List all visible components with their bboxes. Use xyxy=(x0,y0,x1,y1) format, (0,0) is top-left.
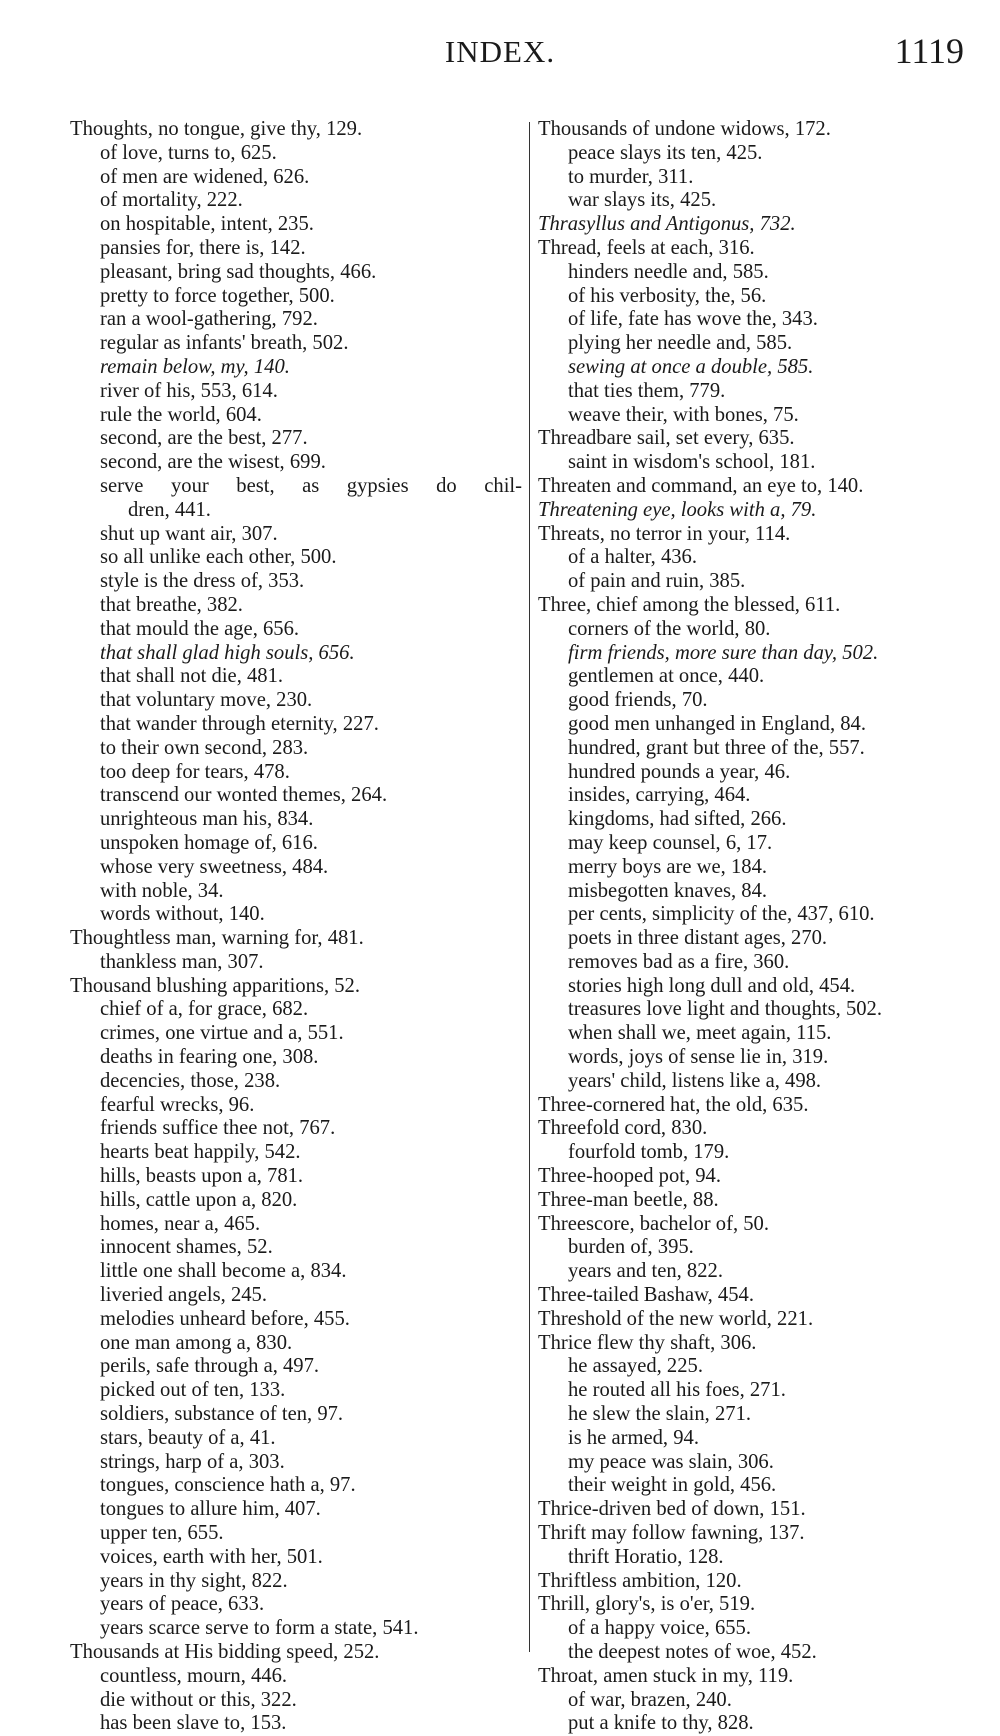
index-heading-entry: Thrice flew thy shaft, 306. xyxy=(538,1331,757,1354)
index-subentry: is he armed, 94. xyxy=(568,1426,699,1449)
index-subentry: chief of a, for grace, 682. xyxy=(100,998,309,1021)
index-subentry: innocent shames, 52. xyxy=(100,1236,273,1259)
page-number: 1119 xyxy=(894,31,964,71)
index-subentry: thankless man, 307. xyxy=(100,950,264,973)
index-subentry: regular as infants' breath, 502. xyxy=(100,332,349,355)
index-subentry: words without, 140. xyxy=(100,903,265,926)
page-title: INDEX. xyxy=(444,34,556,69)
index-subentry: liveried angels, 245. xyxy=(100,1284,267,1307)
index-subentry: so all unlike each other, 500. xyxy=(100,546,337,569)
index-subentry: crimes, one virtue and a, 551. xyxy=(100,1022,344,1045)
index-subentry: unrighteous man his, 834. xyxy=(100,808,314,831)
index-subentry: on hospitable, intent, 235. xyxy=(100,213,314,236)
index-heading-entry: Threatening eye, looks with a, 79. xyxy=(538,498,817,521)
index-subentry: that wander through eternity, 227. xyxy=(100,712,379,735)
index-subentry: stories high long dull and old, 454. xyxy=(568,974,856,997)
index-subentry: of his verbosity, the, 56. xyxy=(568,284,767,307)
index-subentry: style is the dress of, 353. xyxy=(100,570,305,593)
index-heading-entry: Threefold cord, 830. xyxy=(538,1117,708,1140)
index-heading-entry: Three-hooped pot, 94. xyxy=(538,1165,722,1188)
index-subentry: my peace was slain, 306. xyxy=(568,1450,774,1473)
index-subentry: friends suffice thee not, 767. xyxy=(100,1117,336,1140)
index-subentry: he slew the slain, 271. xyxy=(568,1403,752,1426)
index-heading-entry: Thrill, glory's, is o'er, 519. xyxy=(538,1593,756,1616)
index-subentry: melodies unheard before, 455. xyxy=(100,1307,350,1330)
index-subentry: poets in three distant ages, 270. xyxy=(568,927,828,950)
index-subentry: pleasant, bring sad thoughts, 466. xyxy=(100,260,377,283)
index-subentry: kingdoms, had sifted, 266. xyxy=(568,808,787,831)
index-subentry: weave their, with bones, 75. xyxy=(568,403,799,426)
index-heading-entry: Thrift may follow fawning, 137. xyxy=(538,1522,805,1545)
index-subentry: good friends, 70. xyxy=(568,689,708,712)
index-subentry: sewing at once a double, 585. xyxy=(568,355,814,378)
index-subentry: years scarce serve to form a state, 541. xyxy=(100,1617,419,1640)
index-subentry: insides, carrying, 464. xyxy=(568,784,751,807)
index-heading-entry: Threshold of the new world, 221. xyxy=(538,1307,814,1330)
index-subentry: fourfold tomb, 179. xyxy=(568,1141,730,1164)
index-subentry: pansies for, there is, 142. xyxy=(100,236,306,259)
index-subentry: of a halter, 436. xyxy=(568,546,697,569)
index-subentry: merry boys are we, 184. xyxy=(568,855,768,878)
index-heading-entry: Threaten and command, an eye to, 140. xyxy=(538,474,864,497)
index-subentry: hearts beat happily, 542. xyxy=(100,1141,301,1164)
index-subentry: years' child, listens like a, 498. xyxy=(568,1069,822,1092)
index-subentry: hundred pounds a year, 46. xyxy=(568,760,791,783)
index-subentry: corners of the world, 80. xyxy=(568,617,771,640)
index-subentry: that voluntary move, 230. xyxy=(100,689,313,712)
index-subentry: remain below, my, 140. xyxy=(100,355,290,378)
index-subentry: die without or this, 322. xyxy=(100,1688,297,1711)
index-subentry: that breathe, 382. xyxy=(100,593,243,616)
index-subentry: rule the world, 604. xyxy=(100,403,262,426)
index-subentry: voices, earth with her, 501. xyxy=(100,1545,323,1568)
index-subentry: war slays its, 425. xyxy=(568,189,717,212)
index-subentry: to their own second, 283. xyxy=(100,736,309,759)
index-column-right xyxy=(538,118,990,1736)
index-subentry: of love, turns to, 625. xyxy=(100,141,277,164)
index-subentry: tongues, conscience hath a, 97. xyxy=(100,1474,356,1497)
index-subentry: hills, beasts upon a, 781. xyxy=(100,1165,304,1188)
index-heading-entry: Three-man beetle, 88. xyxy=(538,1188,719,1211)
index-subentry: that shall not die, 481. xyxy=(100,665,284,688)
index-heading-entry: Thousand blushing apparitions, 52. xyxy=(70,974,361,997)
index-subentry: that ties them, 779. xyxy=(568,379,726,402)
index-heading-entry: Thousands of undone widows, 172. xyxy=(538,118,831,140)
index-subentry: gentlemen at once, 440. xyxy=(568,665,765,688)
index-subentry: dren, 441. xyxy=(128,498,211,521)
index-subentry: hills, cattle upon a, 820. xyxy=(100,1188,298,1211)
index-subentry: plying her needle and, 585. xyxy=(568,332,793,355)
index-subentry: years of peace, 633. xyxy=(100,1593,265,1616)
index-subentry: treasures love light and thoughts, 502. xyxy=(568,998,883,1021)
index-subentry: removes bad as a fire, 360. xyxy=(568,950,790,973)
index-subentry: words, joys of sense lie in, 319. xyxy=(568,1046,829,1069)
index-heading-entry: Thousands at His bidding speed, 252. xyxy=(70,1641,380,1663)
index-subentry: of men are widened, 626. xyxy=(100,165,310,188)
index-heading-entry: Three-tailed Bashaw, 454. xyxy=(538,1284,754,1307)
index-subentry: too deep for tears, 478. xyxy=(100,760,290,783)
index-subentry: pretty to force together, 500. xyxy=(100,284,335,307)
index-heading-entry: Thoughtless man, warning for, 481. xyxy=(70,927,364,950)
index-heading-entry: Thrasyllus and Antigonus, 732. xyxy=(538,213,796,236)
column-divider xyxy=(529,122,530,1652)
index-subentry: thrift Horatio, 128. xyxy=(568,1545,724,1568)
index-subentry: of pain and ruin, 385. xyxy=(568,570,746,593)
index-subentry: has been slave to, 153. xyxy=(100,1712,287,1735)
index-subentry: unspoken homage of, 616. xyxy=(100,831,318,854)
index-heading-entry: Threescore, bachelor of, 50. xyxy=(538,1212,769,1235)
index-subentry: hinders needle and, 585. xyxy=(568,260,769,283)
index-subentry: firm friends, more sure than day, 502. xyxy=(568,641,879,664)
index-subentry: of life, fate has wove the, 343. xyxy=(568,308,818,331)
index-subentry: strings, harp of a, 303. xyxy=(100,1450,285,1473)
index-heading-entry: Three, chief among the blessed, 611. xyxy=(538,593,841,616)
index-subentry: countless, mourn, 446. xyxy=(100,1664,288,1687)
index-subentry: their weight in gold, 456. xyxy=(568,1474,777,1497)
index-subentry: peace slays its ten, 425. xyxy=(568,141,763,164)
index-subentry: fearful wrecks, 96. xyxy=(100,1093,255,1116)
index-subentry: of war, brazen, 240. xyxy=(568,1688,732,1711)
index-subentry: of a happy voice, 655. xyxy=(568,1617,752,1640)
index-heading-entry: Threats, no terror in your, 114. xyxy=(538,522,791,545)
index-subentry: stars, beauty of a, 41. xyxy=(100,1426,276,1449)
index-heading-entry: Thrice-driven bed of down, 151. xyxy=(538,1498,806,1521)
index-subentry: may keep counsel, 6, 17. xyxy=(568,831,773,854)
index-subentry: years and ten, 822. xyxy=(568,1260,723,1283)
index-heading-entry: Thread, feels at each, 316. xyxy=(538,236,755,259)
index-subentry: to murder, 311. xyxy=(568,165,694,188)
index-subentry: shut up want air, 307. xyxy=(100,522,278,545)
index-subentry: deaths in fearing one, 308. xyxy=(100,1046,319,1069)
index-column-left xyxy=(70,118,522,1736)
index-subentry: upper ten, 655. xyxy=(100,1522,224,1545)
index-subentry: whose very sweetness, 484. xyxy=(100,855,329,878)
index-subentry: river of his, 553, 614. xyxy=(100,379,278,402)
index-subentry: tongues to allure him, 407. xyxy=(100,1498,321,1521)
index-subentry: picked out of ten, 133. xyxy=(100,1379,286,1402)
index-heading-entry: Threadbare sail, set every, 635. xyxy=(538,427,795,450)
index-subentry: transcend our wonted themes, 264. xyxy=(100,784,388,807)
index-subentry: second, are the wisest, 699. xyxy=(100,451,326,474)
index-subentry: he assayed, 225. xyxy=(568,1355,703,1378)
index-subentry: serve your best, as gypsies do chil- xyxy=(100,474,522,497)
index-subentry: soldiers, substance of ten, 97. xyxy=(100,1403,344,1426)
index-subentry: homes, near a, 465. xyxy=(100,1212,261,1235)
index-subentry: when shall we, meet again, 115. xyxy=(568,1022,832,1045)
index-subentry: years in thy sight, 822. xyxy=(100,1569,288,1592)
index-subentry: that mould the age, 656. xyxy=(100,617,300,640)
index-subentry: perils, safe through a, 497. xyxy=(100,1355,320,1378)
index-subentry: with noble, 34. xyxy=(100,879,224,902)
index-subentry: one man among a, 830. xyxy=(100,1331,293,1354)
index-heading-entry: Thriftless ambition, 120. xyxy=(538,1569,742,1592)
index-subentry: second, are the best, 277. xyxy=(100,427,308,450)
index-subentry: burden of, 395. xyxy=(568,1236,694,1259)
index-subentry: little one shall become a, 834. xyxy=(100,1260,347,1283)
index-heading-entry: Thoughts, no tongue, give thy, 129. xyxy=(70,118,363,140)
index-subentry: misbegotten knaves, 84. xyxy=(568,879,768,902)
index-subentry: good men unhanged in England, 84. xyxy=(568,712,866,735)
index-subentry: he routed all his foes, 271. xyxy=(568,1379,786,1402)
index-subentry: saint in wisdom's school, 181. xyxy=(568,451,816,474)
index-heading-entry: Throat, amen stuck in my, 119. xyxy=(538,1664,794,1687)
index-subentry: that shall glad high souls, 656. xyxy=(100,641,355,664)
index-heading-entry: Three-cornered hat, the old, 635. xyxy=(538,1093,809,1116)
index-subentry: decencies, those, 238. xyxy=(100,1069,281,1092)
index-subentry: put a knife to thy, 828. xyxy=(568,1712,754,1735)
index-subentry: hundred, grant but three of the, 557. xyxy=(568,736,865,759)
index-subentry: ran a wool-gathering, 792. xyxy=(100,308,318,331)
index-subentry: the deepest notes of woe, 452. xyxy=(568,1641,817,1663)
index-subentry: per cents, simplicity of the, 437, 610. xyxy=(568,903,875,926)
index-subentry: of mortality, 222. xyxy=(100,189,243,212)
